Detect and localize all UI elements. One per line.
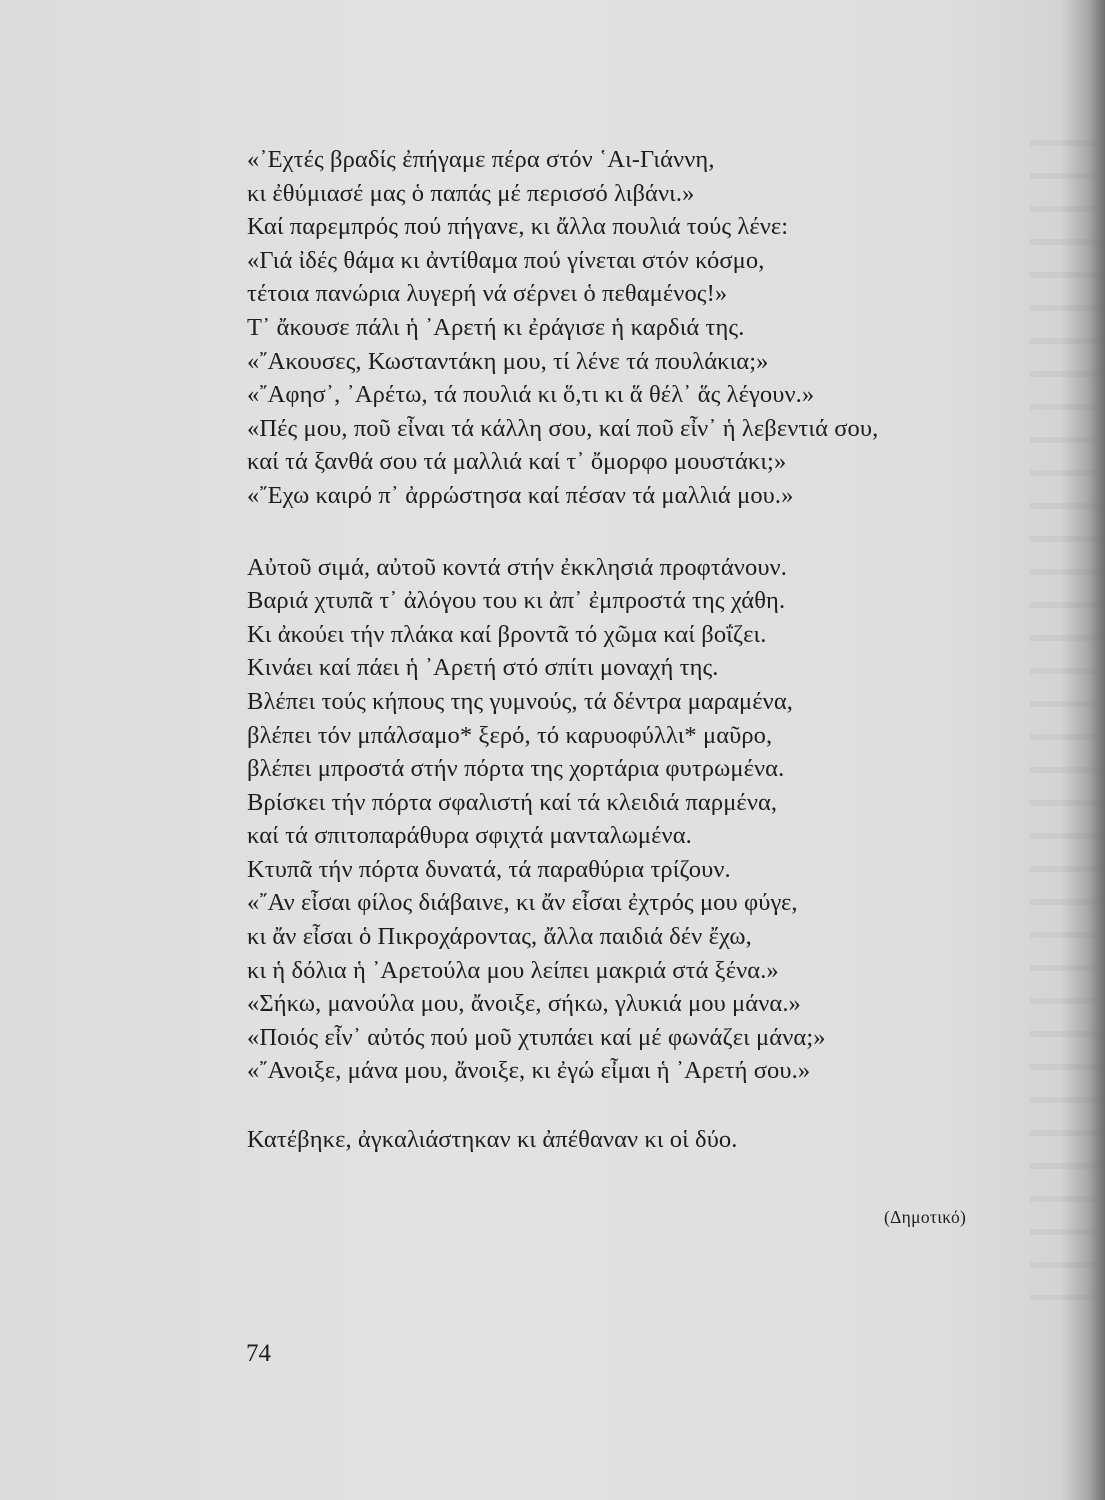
poem-line: «῎Εχω καιρό π᾿ ἀρρώστησα καί πέσαν τά μαλλιά μου.» (247, 481, 794, 509)
stanza-2 (247, 551, 1027, 1089)
poem-line: κι ἐθύμιασέ μας ὁ παπάς μέ περισσό λιβάνι.» (247, 179, 695, 207)
poem-line: Αὐτοῦ σιμά, αὐτοῦ κοντά στήν ἐκκλησιά προφτάνουν. (247, 553, 787, 581)
poem-line: Κατέβηκε, ἀγκαλιάστηκαν κι ἀπέθαναν κι οἱ δύο. (247, 1126, 738, 1154)
poem-line: «Γιά ἰδές θάμα κι ἀντίθαμα πού γίνεται στόν κόσμο, (247, 246, 765, 274)
poem-text (247, 143, 1027, 1157)
poem-line: Κι ἀκούει τήν πλάκα καί βροντᾶ τό χῶμα καί βοΐζει. (247, 620, 767, 648)
poem-line: «῎Ανοιξε, μάνα μου, ἄνοιξε, κι ἐγώ εἶμαι ἡ ᾿Αρετή σου.» (247, 1057, 811, 1085)
poem-line: Κινάει καί πάει ἡ ᾿Αρετή στό σπίτι μοναχή της. (247, 654, 719, 682)
poem-line: «Πές μου, ποῦ εἶναι τά κάλλη σου, καί ποῦ εἶν᾿ ἡ λεβεντιά σου, (247, 414, 879, 442)
poem-source-attribution: (Δημοτικό) (884, 1207, 967, 1227)
poem-line: «᾿Εχτές βραδίς ἐπήγαμε πέρα στόν ῾Αι-Γιάννη, (247, 146, 715, 173)
facing-page-bleed-through (1030, 140, 1105, 1300)
poem-line: Τ᾿ ἄκουσε πάλι ἡ ᾿Αρετή κι ἐράγισε ἡ καρδιά της. (247, 313, 745, 341)
poem-line: «Ποιός εἶν᾿ αὐτός πού μοῦ χτυπάει καί μέ φωνάζει μάνα;» (247, 1023, 826, 1051)
poem-line: κι ἄν εἶσαι ὁ Πικροχάροντας, ἄλλα παιδιά δέν ἔχω, (247, 923, 752, 951)
poem-line: «Σήκω, μανούλα μου, ἄνοιξε, σήκω, γλυκιά μου μάνα.» (247, 990, 801, 1018)
poem-line: καί τά σπιτοπαράθυρα σφιχτά μανταλωμένα. (247, 822, 692, 850)
poem-line: «῎Ακουσες, Κωσταντάκη μου, τί λένε τά πουλάκια;» (247, 347, 769, 375)
poem-line: «῎Αν εἶσαι φίλος διάβαινε, κι ἄν εἶσαι ἐχτρός μου φύγε, (247, 889, 798, 917)
poem-line: Κτυπᾶ τήν πόρτα δυνατά, τά παραθύρια τρίζουν. (247, 855, 731, 883)
poem-line: κι ἡ δόλια ἡ ᾿Αρετούλα μου λείπει μακριά στά ξένα.» (247, 956, 779, 984)
stanza-1 (247, 143, 1027, 513)
poem-line: τέτοια πανώρια λυγερή νά σέρνει ὁ πεθαμένος!» (247, 280, 728, 308)
poem-line: Καί παρεμπρός πού πήγανε, κι ἄλλα πουλιά τούς λένε: (247, 213, 789, 241)
poem-line: «῎Αφησ᾿, ᾿Αρέτω, τά πουλιά κι ὅ,τι κι ἅ θέλ᾿ ἅς λέγουν.» (247, 381, 815, 409)
poem-line: Βαριά χτυπᾶ τ᾿ ἀλόγου του κι ἀπ᾿ ἐμπροστά της χάθη. (247, 587, 786, 615)
stanza-3 (247, 1123, 1027, 1157)
poem-line: βλέπει μπροστά στήν πόρτα της χορτάρια φυτρωμένα. (247, 755, 785, 783)
poem-line: καί τά ξανθά σου τά μαλλιά καί τ᾿ ὄμορφο μουστάκι;» (247, 448, 787, 476)
poem-line: Βλέπει τούς κήπους της γυμνούς, τά δέντρα μαραμένα, (247, 687, 794, 715)
poem-line: Βρίσκει τήν πόρτα σφαλιστή καί τά κλειδιά παρμένα, (247, 788, 778, 816)
poem-line: βλέπει τόν μπάλσαμο* ξερό, τό καρυοφύλλι* μαῦρο, (247, 721, 773, 749)
page-number: 74 (246, 1340, 271, 1367)
